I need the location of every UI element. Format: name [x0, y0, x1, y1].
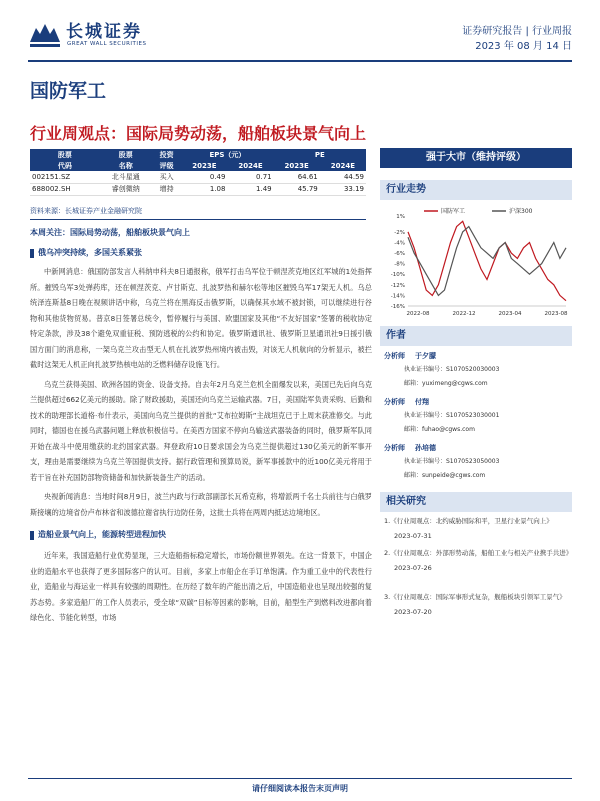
y-tick-label: -4% — [394, 240, 405, 247]
author-name: 孙培德 — [415, 444, 436, 452]
focus-heading: 本周关注：国际局势动荡，船舶板块景气向上 — [30, 228, 190, 237]
legend-label: 国防军工 — [441, 208, 466, 215]
rating-box: 强于大市（维持评级） — [380, 148, 572, 168]
logo-text-en: GREAT WALL SECURITIES — [67, 41, 147, 47]
paragraph: 乌克兰获得美国、欧洲各国的资金、设备支持。自去年2月乌克兰危机全面爆发以来，美国已先后向乌克兰提供超过662亿美元的援助。除了财政援助，美国还向乌克兰运输武器。7日，美国陆军负责采购、后勤和技术的助理部长道格·布什表示，美国向乌克兰提供的首批“艾布拉姆斯”主战坦克已于上周末获准修交。与此同时，德国也在援乌武器问题上释放积极信号。在美西方国家不停向乌输送武器装备的同时，俄罗斯军队同开始在战斗中使用缴获的北约国家武器。拜登政府10日要求国会为乌克兰提供超过130亿美元的新军事开支，理由是需要继续为乌克兰等国提供支持。据行政管理和预算局说，新军事援款中的近100亿美元将用于若干旨在补充国防部物资储备和加快新装备生产的活动。 — [30, 379, 373, 482]
y-tick-label: -14% — [390, 293, 405, 300]
header-divider — [28, 60, 572, 62]
related-header: 相关研究 — [380, 492, 572, 512]
author-name: 于夕朦 — [415, 352, 436, 360]
table-cell: 33.19 — [320, 183, 366, 195]
table-cell: 0.71 — [227, 171, 273, 183]
table-cell: 北斗星通 — [100, 171, 152, 183]
table-row — [30, 183, 366, 195]
authors-header: 作者 — [380, 326, 572, 346]
table-cell: 1.49 — [227, 183, 273, 195]
y-tick-label: -12% — [390, 282, 405, 289]
paragraph: 近年来，我国造船行业优势显现，三大造船指标稳定增长，市场份额世界领先。在这一背景下，中国企业的造船水平也获得了更多国际客户的认可。目前，多家上市船企在手订单饱满。作为重工业中的代表性行业，造船业与海运业一样具有较强的周期性。在历经了数年的产能出清之后，中国造船业也呈现出较强的复苏态势。多家造船厂的工作人员表示，受全球“双碳”目标等因素的影响，目前，船型生产到燃料改进都向着绿色化、节能化转型，市场 — [30, 551, 372, 622]
table-cell: 增持 — [152, 183, 181, 195]
y-tick-label: -10% — [390, 272, 405, 279]
table-header: 2023E — [181, 160, 227, 171]
table-cell: 0.49 — [181, 171, 227, 183]
author-email[interactable]: 邮箱：yuximeng@cgws.com — [404, 380, 488, 387]
series-line-csi300 — [408, 227, 566, 296]
x-tick-label: 2022-08 — [406, 311, 430, 317]
table-source: 资料来源：长城证券产业金融研究院 — [30, 207, 142, 215]
author-cert: 执业证书编号：S1070523050003 — [404, 458, 500, 465]
y-tick-label: -16% — [390, 304, 405, 310]
related-item-text: 3.《行业周观点：国际军事形式复杂，舰船板块引领军工景气》 — [384, 593, 566, 601]
company-logo — [28, 20, 147, 50]
y-tick-label: -8% — [394, 261, 405, 268]
related-item-date: 2023-07-31 — [394, 532, 432, 540]
report-date: 2023 年 08 月 14 日 — [475, 41, 572, 52]
related-item[interactable] — [384, 590, 572, 620]
author-email[interactable]: 邮箱：sunpeide@cgws.com — [404, 472, 486, 479]
author-name: 付翔 — [415, 398, 429, 406]
y-tick-label: -2% — [394, 229, 405, 236]
x-tick-label: 2023-04 — [498, 311, 522, 317]
table-header-row — [30, 149, 366, 160]
legend-label: 沪深300 — [509, 208, 533, 215]
table-header: 名称 — [100, 160, 152, 171]
section-heading: 造船业景气向上，能源转型进程加快 — [30, 528, 372, 542]
series-line-defense — [408, 221, 566, 300]
related-item[interactable] — [384, 546, 572, 576]
related-item-date: 2023-07-26 — [394, 564, 432, 572]
author-cert: 执业证书编号：S1070520030003 — [404, 366, 500, 373]
page-footer — [0, 776, 600, 800]
related-item-date: 2023-07-20 — [394, 608, 432, 616]
x-tick-label: 2023-08 — [544, 311, 568, 317]
table-header: PE — [274, 149, 366, 160]
table-cell: 1.08 — [181, 183, 227, 195]
section-heading: 俄乌冲突持续，多国关系紧张 — [30, 246, 372, 260]
author-block — [384, 349, 572, 391]
logo-text-cn: 长城证券 — [66, 22, 142, 42]
y-tick-label: -6% — [394, 251, 405, 258]
table-cell: 睿创微纳 — [100, 183, 152, 195]
table-header: 股票 — [100, 149, 152, 160]
author-role: 分析师 — [384, 444, 405, 452]
paragraph: 央视新闻消息：当地时间8月9日，波兰内政与行政部副部长瓦希克称，将增派两千名士兵前往与白俄罗斯接壤的边境省份卢布林省和波德拉谢省执行边防任务，这批士兵将在两周内抵达边境地区。 — [30, 492, 372, 517]
x-tick-label: 2022-12 — [452, 311, 476, 317]
great-wall-logo-icon — [28, 20, 62, 50]
table-header: 投资 — [152, 149, 181, 160]
footer-disclaimer: 请仔细阅读本报告末页声明 — [252, 784, 348, 793]
industry-trend-chart — [380, 202, 572, 320]
section-divider — [30, 219, 366, 220]
report-headline: 行业周观点：国际局势动荡，船舶板块景气向上 — [30, 124, 367, 143]
author-block — [384, 395, 572, 437]
table-header: 股票 — [30, 149, 100, 160]
table-cell: 44.59 — [320, 171, 366, 183]
author-cert: 执业证书编号：S1070523030001 — [404, 412, 500, 419]
table-header-row — [30, 160, 366, 171]
report-header — [28, 20, 572, 50]
related-item-text: 2.《行业周观点：外部形势动荡，船舶工业与相关产业携手共进》 — [384, 549, 573, 557]
author-email[interactable]: 邮箱：fuhao@cgws.com — [404, 426, 475, 433]
stock-table — [30, 149, 366, 196]
table-cell: 688002.SH — [30, 183, 100, 195]
report-body — [30, 226, 372, 626]
trend-header: 行业走势 — [380, 180, 572, 200]
table-cell: 64.61 — [274, 171, 320, 183]
table-header: 评级 — [152, 160, 181, 171]
table-cell: 45.79 — [274, 183, 320, 195]
author-block — [384, 441, 572, 483]
table-header: 2024E — [320, 160, 366, 171]
y-tick-label: 1% — [396, 214, 405, 220]
author-role: 分析师 — [384, 398, 405, 406]
table-header: 代码 — [30, 160, 100, 171]
table-cell: 买入 — [152, 171, 181, 183]
report-type: 证券研究报告 | 行业周报 — [462, 26, 572, 37]
table-header: 2024E — [227, 160, 273, 171]
related-item[interactable] — [384, 514, 572, 544]
table-cell: 002151.SZ — [30, 171, 100, 183]
paragraph: 中新网消息：俄国防部发言人科纳申科夫8日通报称，俄军打击乌军位于顿涅茨克地区红军城的1处指挥所。摧毁乌军3处弹药库，还在顿涅茨克、卢甘斯克、扎波罗热和赫尔松等地区摧毁乌军17架无人机。乌总统泽连斯基8日晚在视频讲话中称，乌克兰将在黑海反击俄罗斯，以确保其水域不被封锁，可以继续进行谷物和其他货物贸易。普京8日签署总统令，暂停履行与美国、欧盟国家及其他“不友好国家”签署的税收协定特定条款，涉及38个避免双重征税、预防逃税的公约和协定。俄罗斯通讯社、俄罗斯卫星通讯社9日援引俄国方面门的消息称，一架乌克兰攻击型无人机在扎波罗热州境内被击毁，对该无人机航向的分析显示，被拦截时这架无人机正向扎波罗热核电站的乏燃料储存设施飞行。 — [30, 267, 372, 369]
related-item-text: 1.《行业周观点：北约威胁国际和平，卫星行业景气向上》 — [384, 517, 553, 525]
table-header: 2023E — [274, 160, 320, 171]
table-header: EPS（元） — [181, 149, 273, 160]
author-role: 分析师 — [384, 352, 405, 360]
sector-title: 国防军工 — [30, 80, 107, 102]
table-row — [30, 171, 366, 183]
